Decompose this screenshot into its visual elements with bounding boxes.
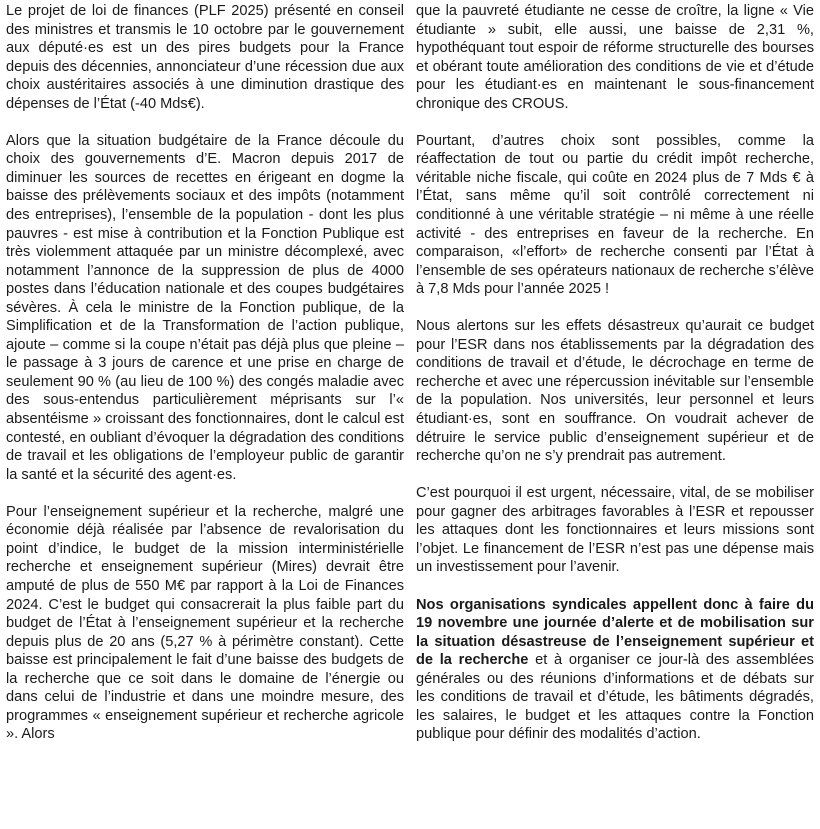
paragraph-student-poverty: que la pauvreté étudiante ne cesse de croître, la ligne « Vie étudiante » subit, elle aussi, une baisse de 2,31 %, hypothéquant tout espoir de réforme structurelle des bourses et obérant toute amélioration des conditions de vie et d’étude pour les étudiant·es en maintenant le sous-financement chronique des CROUS.: [416, 3, 814, 112]
paragraph-plf-intro: Le projet de loi de finances (PLF 2025) présenté en conseil des ministres et transmis le 10 octobre par le gouvernement aux député·es est un des pires budgets pour la France depuis des décennies, annonciateur d’une récession due aux choix austéritaires associés à une diminution drastique des dépenses de l’État (-40 Mds€).: [6, 3, 404, 112]
paragraph-mobilisation: C’est pourquoi il est urgent, nécessaire, vital, de se mobiliser pour gagner des arbitrages favorables à l’ESR et repousser les attaques dont les fonctionnaires et leurs missions sont l’objet. Le financement de l’ESR n’est pas une dépense mais un investissement pour l’avenir.: [416, 485, 814, 576]
paragraph-alert: Nous alertons sur les effets désastreux qu’aurait ce budget pour l’ESR dans nos établissements par la dégradation des conditions de travail et d’étude, le décrochage en terme de recherche et avec une répercussion inévitable sur l’ensemble de la population. Nos universités, leur personnel et leurs étudiant·es, sont en souffrance. On voudrait achever de détruire le service public d’enseignement supérieur et de recherche qu’on ne s’y prendrait pas autrement.: [416, 318, 814, 465]
left-column: [6, 2, 404, 829]
paragraph-other-choices: Pourtant, d’autres choix sont possibles, comme la réaffectation de tout ou partie du crédit impôt recherche, véritable niche fiscale, qui coûte en 2024 plus de 7 Mds € à l’État, sans même qu’il soit contrôlé correctement ni conditionné à une véritable stratégie – ni même à une réelle activité - des entreprises en faveur de la recherche. En comparaison, «l’effort» de recherche consenti par l’État à l’ensemble de ses opérateurs nationaux de recherche s’élève à 7,8 Mds pour l’année 2025 !: [416, 132, 814, 298]
call-to-action-rest: et à organiser ce jour-là des assemblées générales ou des réunions d’informations et de débats sur les conditions de travail et d’étude, les bâtiments dégradés, les salaires, le budget et les attaques contre la Fonction publique pour définir des modalités d’action.: [416, 652, 814, 743]
right-column: [416, 2, 814, 829]
call-to-action-bold: Nos organisations syndicales appellent donc à faire du 19 novembre une journée d’alerte et de mobilisation sur la situation désastreuse de l’enseignement supérieur et de la recherche: [416, 596, 814, 669]
paragraph-budget-situation: Alors que la situation budgétaire de la France découle du choix des gouvernements d’E. Macron depuis 2017 de diminuer les sources de recettes en érigeant en dogme la baisse des prélèvements sociaux et des impôts (notamment des entreprises), l’ensemble de la population - dont les plus pauvres - est mise à contribution et la Fonction Publique est très violemment attaquée par un ministre décomplexé, avec notamment l’annonce de la suppression de plus de 4000 postes dans l’éducation nationale et des coupes budgétaires sévères. À cela le ministre de la Fonction publique, de la Simplification et de la Transformation de l’action publique, ajoute – comme si la coupe n’était pas déjà plus que pleine – le passage à 3 jours de carence et une prise en charge de seulement 90 % (au lieu de 100 %) des congés maladie avec des sous-entendus particulièrement méprisants sur l’« absentéisme » croissant des fonctionnaires, dont le calcul est contesté, en oubliant d’évoquer la dégradation des conditions de travail et les obligations de l’employeur public de garantir la santé et la sécurité des agent·es.: [6, 132, 404, 483]
paragraph-call-to-action: [416, 596, 814, 744]
paragraph-higher-education: Pour l’enseignement supérieur et la recherche, malgré une économie déjà réalisée par l’absence de revalorisation du point d’indice, le budget de la mission interministérielle recherche et enseignement supérieur (Mires) devrait être amputé de plus de 550 M€ par rapport à la Loi de Finances 2024. C’est le budget qui consacrerait la plus faible part du budget de l’État à l’enseignement supérieur et la recherche depuis plus de 20 ans (5,27 % à périmètre constant). Cette baisse est principalement le fait d’une baisse des budgets de la recherche que ce soit dans le domaine de l’énergie ou dans celui de l’industrie et dans une moindre mesure, des programmes « enseignement supérieur et recherche agricole ». Alors: [6, 503, 404, 743]
